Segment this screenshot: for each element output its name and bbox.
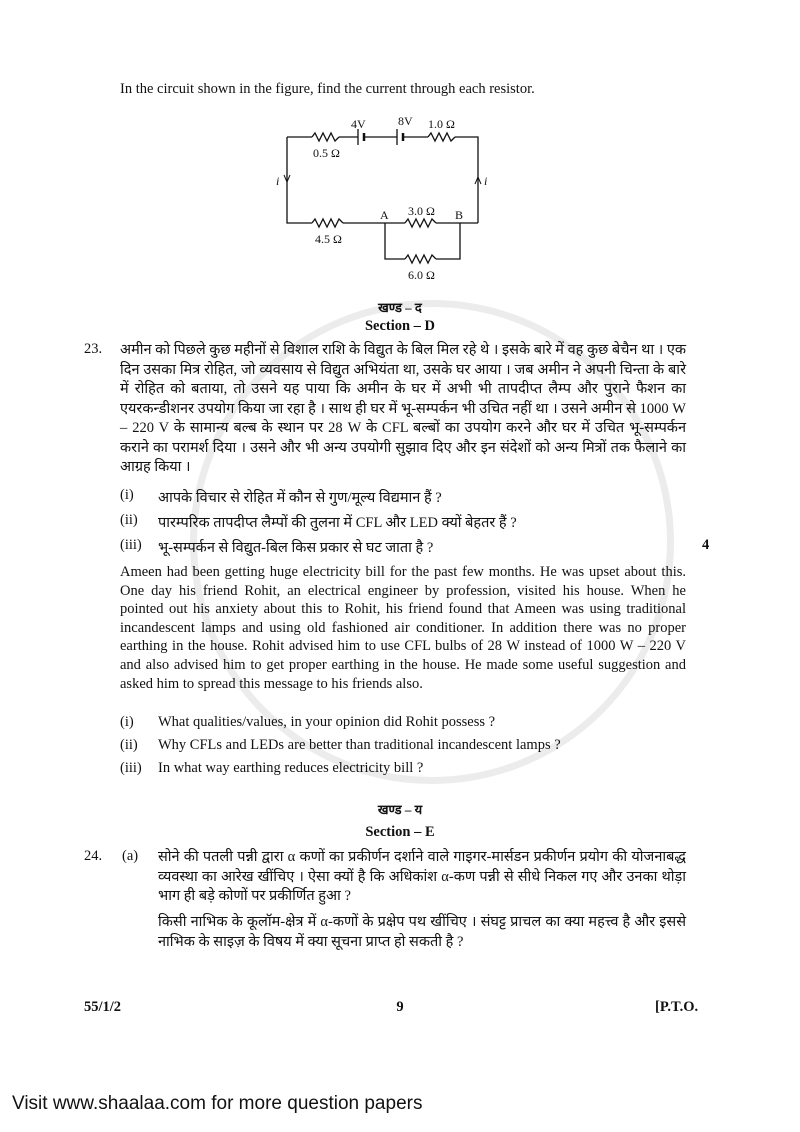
resistor-0-5 [312,133,339,141]
item-text: आपके विचार से रोहित में कौन से गुण/मूल्य विद्यमान हैं ? [158,490,442,506]
label-6-0: 6.0 Ω [408,268,435,282]
label-i-left: i [276,174,280,188]
section-e-hindi-heading: खण्ड – य [377,802,423,817]
q24-para-2: किसी नाभिक के कूलॉम-क्षेत्र में α-कणों के प्रक्षेप पथ खींचिए । संघट्ट प्राचल का क्या महत्त्व है और इससे नाभिक के साइज़ के विषय में क्या सूचना प्राप्त हो सकती है ? [158,914,686,950]
footer-pto: [P.T.O. [655,999,699,1015]
q24-part-a: (a) [122,848,139,864]
question-number-23: 23. [84,341,103,357]
label-4-5: 4.5 Ω [315,232,342,246]
label-4v: 4V [351,117,366,131]
item-label: (iii) [120,537,142,553]
wire [287,137,312,223]
item-label: (iii) [120,760,142,776]
q23-marks: 4 [702,537,710,553]
question-number-24: 24. [84,848,103,864]
q23-english-paragraph: Ameen had been getting huge electricity bill for the past few months. He was upset about this. One day his friend Rohit, an electrical engineer by profession, visited his house. When he pointed out his anxiety about this to Rohit, his friend found that Ameen was using traditional incandescent lamps and using old fashioned air conditioner. In addition there was no proper earthing in the house. Rohit advised him to use CFL bulbs of 28 W instead of 1000 W – 220 V and also advised him to get proper earthing in the house. He made some useful suggestion and asked him to spread this message to his friends also. [120,564,686,692]
resistor-3-0 [405,219,436,227]
item-text: भू-सम्पर्कन से विद्युत-बिल किस प्रकार से घट जाता है ? [158,540,434,556]
label-node-b: B [455,208,464,222]
item-label: (ii) [120,737,138,753]
circuit-diagram [270,110,500,290]
q23-hindi-paragraph: अमीन को पिछले कुछ महीनों से विशाल राशि के विद्युत के बिल मिल रहे थे । इसके बारे में वह कुछ बेचैन था । एक दिन उसका मित्र रोहित, जो व्यवसाय से विद्युत अभियंता था, उसके घर आया । जब अमीन ने अपनी चिन्ता के बारे में रोहित को बताया, तो उसने यह पाया कि अमीन के घर में अभी भी तापदीप्त लैम्प और पुराने फैशन का एयरकन्डीशनर उपयोग किया जा रहा है । साथ ही घर में भू-सम्पर्कन भी उचित नहीं था । उसने अमीन से 1000 W – 220 V के सामान्य बल्ब के स्थान पर 28 W के CFL बल्बों का उपयोग करने और घर में उचित भू-सम्पर्कन कराने का परामर्श दिया । उसने और भी अन्य उपयोगी सुझाव दिए और इन संदेशों को अन्य मित्रों तक फैलाने का आग्रह किया । [120,342,686,475]
label-3-0: 3.0 Ω [408,204,435,218]
resistor-1-0 [428,133,455,141]
question-intro: In the circuit shown in the figure, find the current through each resistor. [120,81,535,97]
section-d-hindi-heading: खण्ड – द [378,300,422,315]
label-i-right: i [484,174,488,188]
wire [385,223,405,259]
label-0-5: 0.5 Ω [313,146,340,160]
wire [436,223,460,259]
footer-code: 55/1/2 [84,999,122,1015]
item-label: (i) [120,487,134,503]
item-text: पारम्परिक तापदीप्त लैम्पों की तुलना में CFL और LED क्यों बेहतर हैं ? [158,515,517,531]
item-text: In what way earthing reduces electricity bill ? [158,760,424,776]
item-text: What qualities/values, in your opinion did Rohit possess ? [158,714,496,730]
label-1-0: 1.0 Ω [428,117,455,131]
label-8v: 8V [398,114,413,128]
resistor-6-0 [405,255,436,263]
section-d-heading: Section – D [364,318,436,334]
resistor-4-5 [312,219,343,227]
item-label: (ii) [120,512,138,528]
label-node-a: A [380,208,389,222]
footer-page-number: 9 [396,999,404,1015]
q24-para-1: सोने की पतली पन्नी द्वारा α कणों का प्रकीर्णन दर्शाने वाले गाइगर-मार्सडन प्रकीर्णन प्रयोग की योजनाबद्ध व्यवस्था का आरेख खींचिए । ऐसा क्यों है कि अधिकांश α-कण पन्नी से सीधे निकल गए और उनका थोड़ा भाग ही बड़े कोणों पर प्रकीर्णित हुआ ? [158,849,686,904]
item-label: (i) [120,714,134,730]
section-e-heading: Section – E [365,824,435,840]
item-text: Why CFLs and LEDs are better than traditional incandescent lamps ? [158,737,561,753]
shaalaa-banner-link[interactable]: Visit www.shaalaa.com for more question papers [12,1093,423,1114]
